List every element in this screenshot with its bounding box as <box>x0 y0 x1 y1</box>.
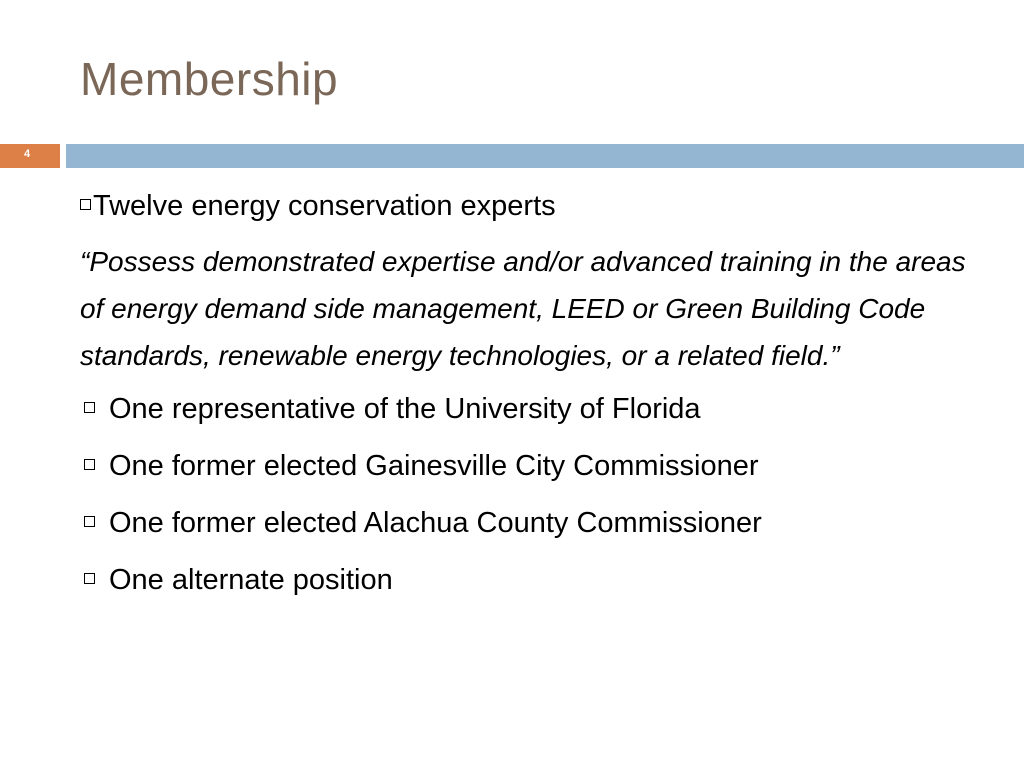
bullet-item <box>80 389 980 429</box>
hollow-square-icon <box>84 402 95 413</box>
bullet-text: Twelve energy conservation experts <box>93 190 556 222</box>
bullet-text: One alternate position <box>109 564 393 596</box>
header-bar <box>66 144 1024 168</box>
bullet-item <box>80 186 980 226</box>
bullet-item <box>80 560 980 600</box>
bullet-text: One representative of the University of Florida <box>109 393 701 425</box>
quote-text: “Possess demonstrated expertise and/or advanced training in the areas of energy demand side management, LEED or Green Building Code standards, renewable energy technologies, or a related field.” <box>80 246 966 371</box>
slide-content <box>80 186 980 600</box>
slide-title: Membership <box>80 53 339 105</box>
bullet-item <box>80 503 980 543</box>
slide-number: 4 <box>24 148 31 160</box>
bullet-item <box>80 446 980 486</box>
bullet-text: One former elected Alachua County Commissioner <box>109 507 762 539</box>
hollow-square-icon <box>84 516 95 527</box>
hollow-square-icon <box>84 573 95 584</box>
hollow-square-icon <box>80 199 91 210</box>
bullet-text: One former elected Gainesville City Commissioner <box>109 450 759 482</box>
hollow-square-icon <box>84 459 95 470</box>
